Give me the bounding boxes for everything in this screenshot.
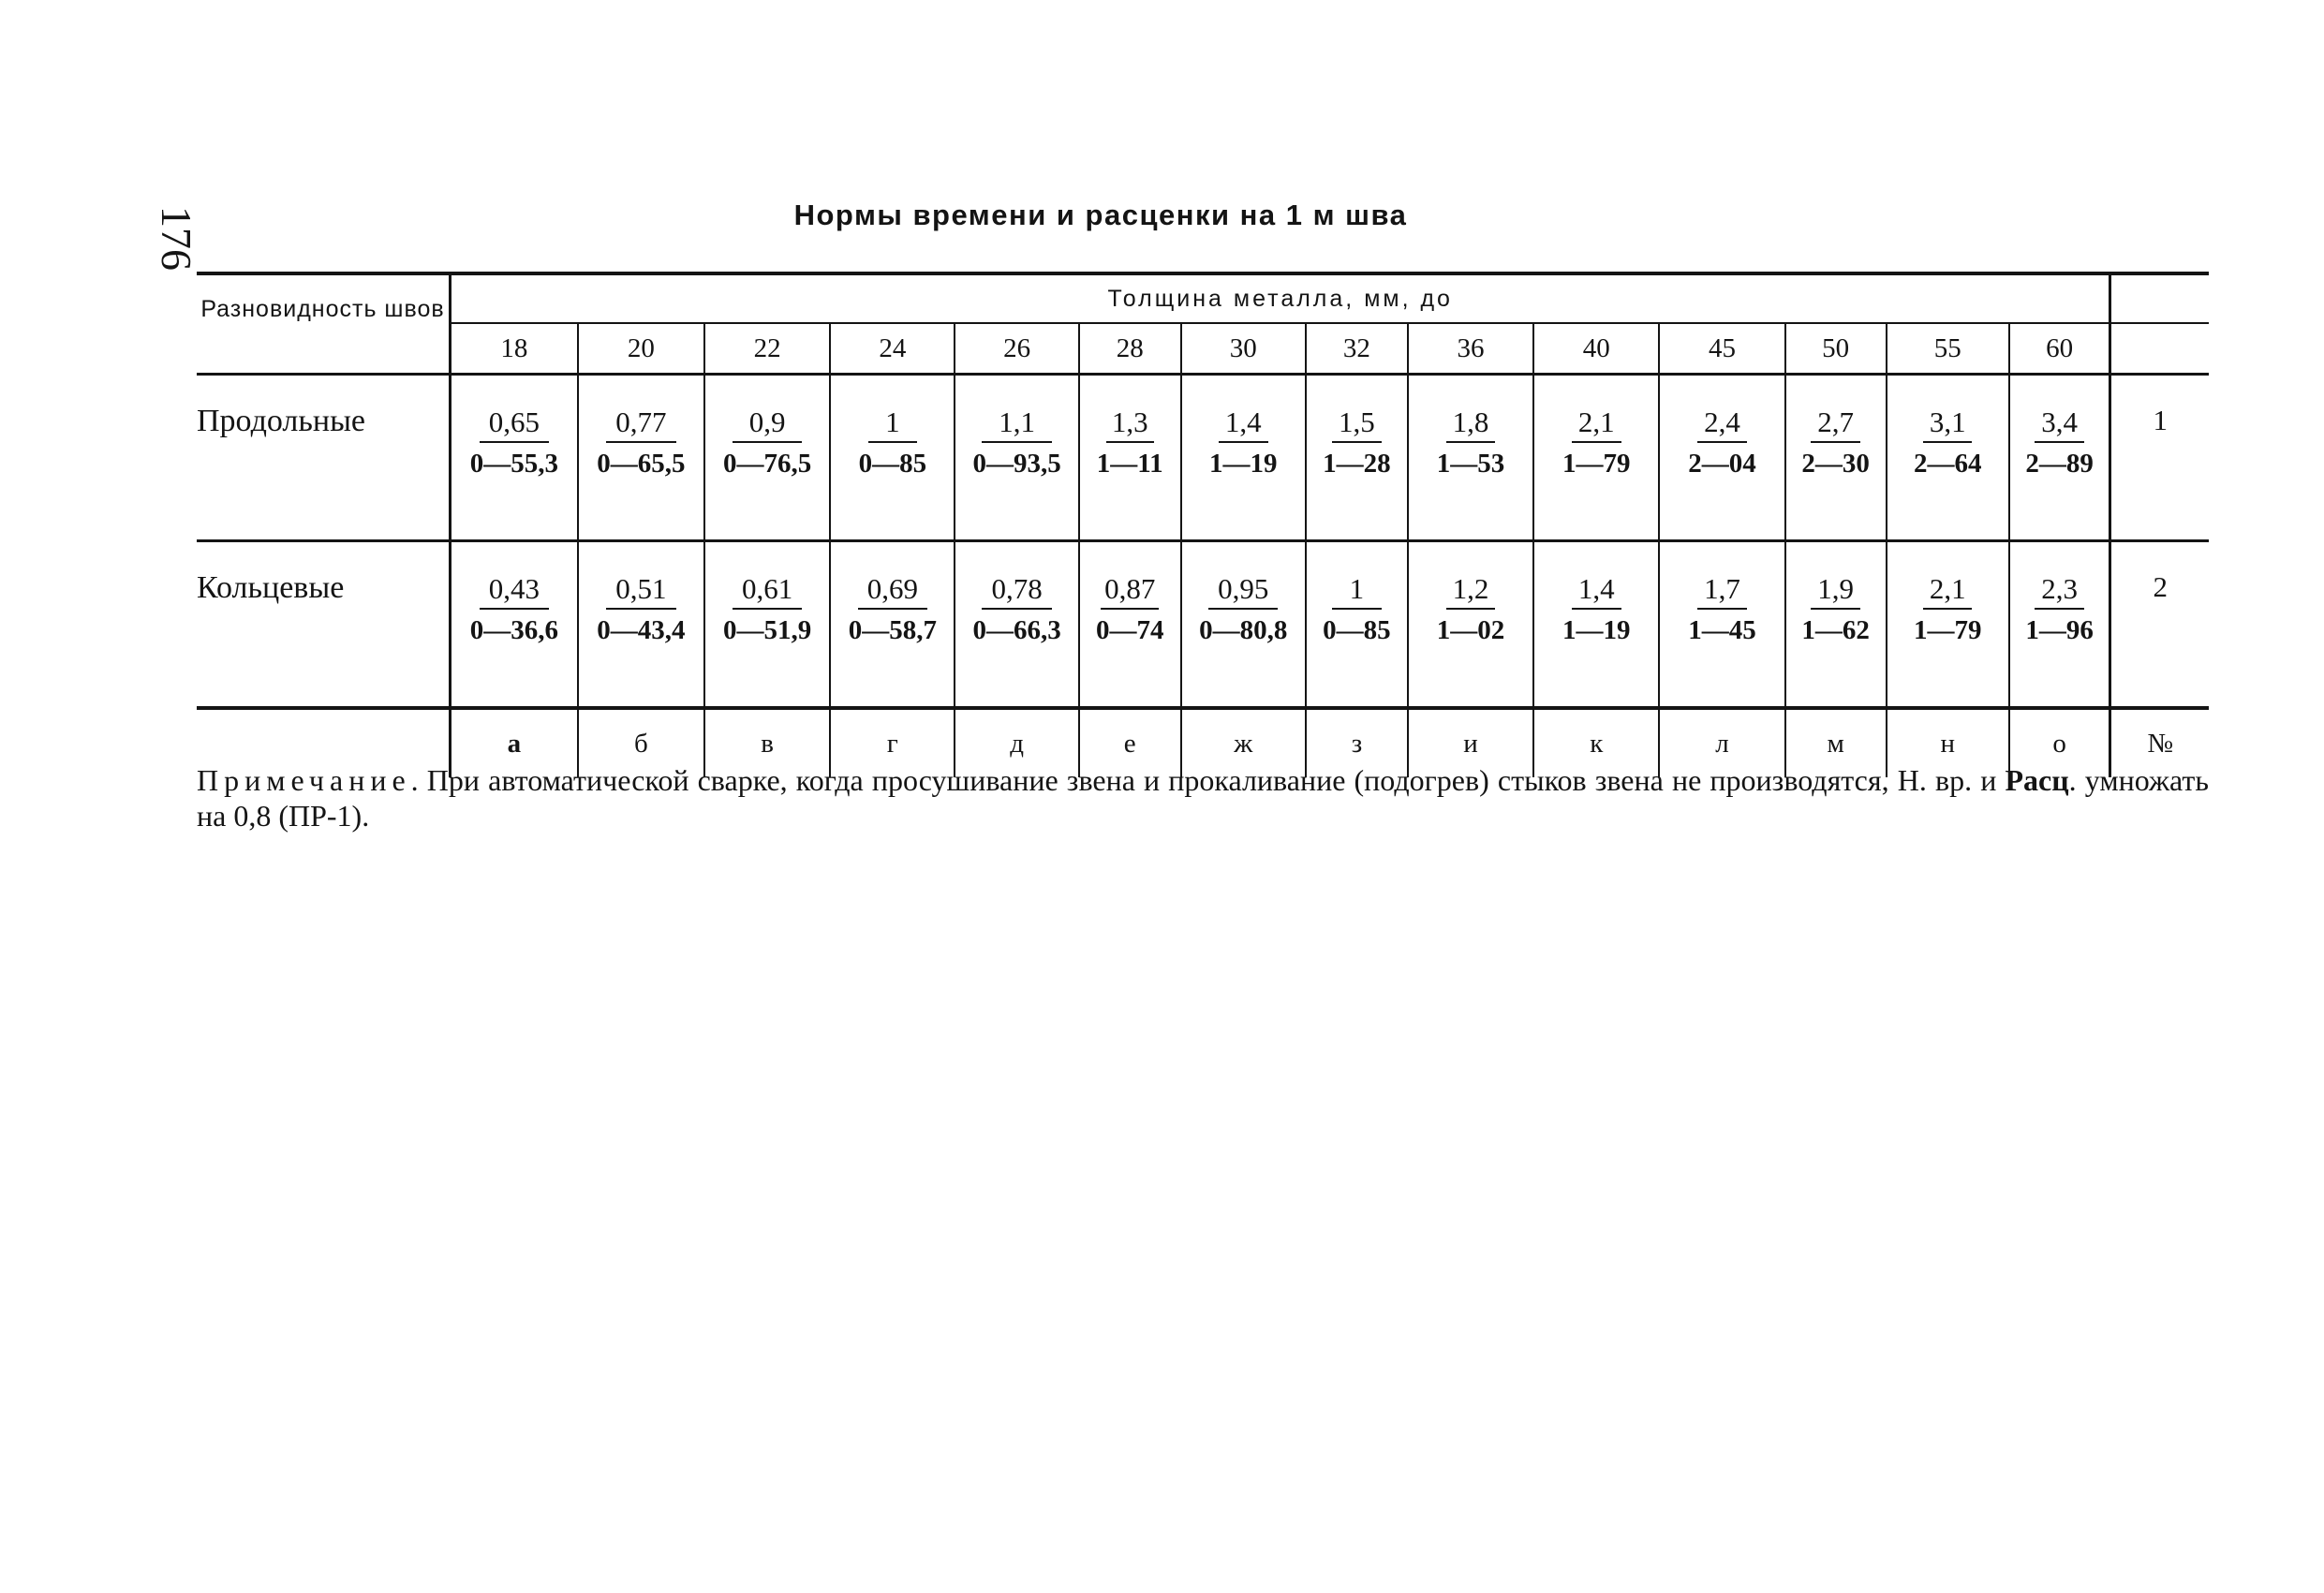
rate: 2—64 [1913, 449, 1982, 479]
norm-cell [1306, 375, 1408, 541]
note-paragraph [197, 762, 2209, 833]
norm-cell [1887, 541, 2009, 709]
rate: 1—79 [1562, 449, 1631, 479]
column-letter: д [955, 708, 1078, 777]
time-norm: 1 [868, 404, 918, 443]
note-text-1: . При автоматической сварке, когда просушивание звена и прокаливание (подогрев) стыков звена не производятся, Н. вр. и [410, 763, 2006, 797]
row-number: 2 [2110, 541, 2209, 709]
column-letter: а [451, 708, 578, 777]
time-norm: 0,61 [733, 570, 802, 610]
time-norm: 0,87 [1101, 570, 1159, 610]
time-norm: 0,95 [1208, 570, 1278, 610]
norm-cell [704, 375, 830, 541]
rate: 1—53 [1436, 449, 1505, 479]
norm-cell [1181, 375, 1306, 541]
thickness-col: 26 [955, 323, 1078, 375]
norm-cell [1408, 541, 1533, 709]
rate: 1—19 [1209, 449, 1278, 479]
time-norm: 1,1 [982, 404, 1051, 443]
time-norm: 3,4 [2035, 404, 2084, 443]
note-bold-word: Расц [2005, 763, 2069, 797]
time-norm: 1,5 [1332, 404, 1382, 443]
thickness-col: 40 [1533, 323, 1659, 375]
note-text-2: . умножать на 0,8 (ПР-1). [197, 763, 2210, 833]
rate: 1—19 [1562, 615, 1631, 645]
time-norm: 1 [1332, 570, 1382, 610]
rate: 0—58,7 [848, 615, 937, 645]
column-letter: к [1533, 708, 1659, 777]
norm-cell [1079, 541, 1181, 709]
time-norm: 0,43 [480, 570, 549, 610]
kind-header: Разновидность швов [197, 273, 451, 375]
rate: 0—74 [1095, 615, 1164, 645]
norm-cell [1533, 541, 1659, 709]
norm-cell [1306, 541, 1408, 709]
note-prefix: Примечание [197, 763, 411, 797]
norm-cell [1785, 375, 1887, 541]
time-norm: 1,4 [1572, 570, 1621, 610]
time-norm: 0,51 [606, 570, 675, 610]
norm-cell [1533, 375, 1659, 541]
column-letter: г [830, 708, 955, 777]
norm-cell [578, 541, 704, 709]
time-norm: 1,3 [1106, 404, 1154, 443]
norm-cell [1181, 541, 1306, 709]
norm-cell [1659, 541, 1784, 709]
column-letter: в [704, 708, 830, 777]
number-header-top [2110, 273, 2209, 323]
time-norm: 1,2 [1446, 570, 1496, 610]
time-norm: 1,8 [1446, 404, 1496, 443]
time-norm: 2,1 [1572, 404, 1621, 443]
column-letter: б [578, 708, 704, 777]
time-norm: 2,1 [1923, 570, 1973, 610]
time-norm: 3,1 [1923, 404, 1973, 443]
thickness-col: 60 [2009, 323, 2110, 375]
norm-cell [1887, 375, 2009, 541]
row-label: Продольные [197, 375, 451, 541]
time-norm: 2,3 [2035, 570, 2084, 610]
thickness-col: 20 [578, 323, 704, 375]
time-norm: 0,65 [480, 404, 549, 443]
column-letter: о [2009, 708, 2110, 777]
thickness-col: 24 [830, 323, 955, 375]
norms-table [197, 272, 2209, 777]
thickness-col: 28 [1079, 323, 1181, 375]
time-norm: 1,4 [1219, 404, 1268, 443]
norm-cell [1785, 541, 1887, 709]
page-title: Нормы времени и расценки на 1 м шва [793, 199, 1408, 231]
rate: 1—45 [1688, 615, 1756, 645]
column-letter: и [1408, 708, 1533, 777]
rate: 1—28 [1323, 449, 1391, 479]
norm-cell [955, 375, 1078, 541]
column-letter: н [1887, 708, 2009, 777]
time-norm: 0,77 [606, 404, 675, 443]
rate: 2—30 [1801, 449, 1870, 479]
thickness-columns-row [197, 323, 2209, 375]
table-row [197, 541, 2209, 709]
thickness-col: 18 [451, 323, 578, 375]
row-label: Кольцевые [197, 541, 451, 709]
norm-cell [955, 541, 1078, 709]
rate: 0—36,6 [469, 615, 558, 645]
rate: 1—62 [1801, 615, 1870, 645]
rate: 0—85 [1323, 615, 1391, 645]
rate: 1—11 [1096, 449, 1163, 479]
column-letter: з [1306, 708, 1408, 777]
thickness-col: 30 [1181, 323, 1306, 375]
column-letter: ж [1181, 708, 1306, 777]
page-number: 176 [153, 206, 200, 271]
time-norm: 2,7 [1811, 404, 1860, 443]
rate: 2—89 [2025, 449, 2094, 479]
time-norm: 1,9 [1811, 570, 1860, 610]
norm-cell [1079, 375, 1181, 541]
rate: 1—79 [1913, 615, 1982, 645]
norm-cell [2009, 541, 2110, 709]
norm-cell [704, 541, 830, 709]
thickness-col: 36 [1408, 323, 1533, 375]
time-norm: 2,4 [1697, 404, 1747, 443]
rate: 0—80,8 [1199, 615, 1288, 645]
rate: 1—96 [2025, 615, 2094, 645]
column-letter: м [1785, 708, 1887, 777]
row-number: 1 [2110, 375, 2209, 541]
norm-cell [1408, 375, 1533, 541]
norm-cell [2009, 375, 2110, 541]
thickness-header: Толщина металла, мм, до [451, 273, 2110, 323]
rate: 0—66,3 [972, 615, 1061, 645]
rate: 0—65,5 [597, 449, 686, 479]
table-row [197, 375, 2209, 541]
norm-cell [451, 375, 578, 541]
norm-cell [578, 375, 704, 541]
norm-cell [1659, 375, 1784, 541]
thickness-col: 50 [1785, 323, 1887, 375]
time-norm: 0,69 [858, 570, 927, 610]
time-norm: 0,78 [982, 570, 1051, 610]
rate: 2—04 [1688, 449, 1756, 479]
thickness-col: 32 [1306, 323, 1408, 375]
rate: 0—55,3 [469, 449, 558, 479]
rate: 0—85 [858, 449, 927, 479]
rate: 0—93,5 [972, 449, 1061, 479]
number-header-bottom [2110, 323, 2209, 375]
time-norm: 1,7 [1697, 570, 1747, 610]
norm-cell [451, 541, 578, 709]
rate: 0—76,5 [722, 449, 812, 479]
thickness-col: 55 [1887, 323, 2009, 375]
column-letter: л [1659, 708, 1784, 777]
norm-cell [830, 541, 955, 709]
column-letter: е [1079, 708, 1181, 777]
thickness-col: 45 [1659, 323, 1784, 375]
rate: 0—43,4 [597, 615, 686, 645]
rate: 1—02 [1436, 615, 1505, 645]
thickness-col: 22 [704, 323, 830, 375]
time-norm: 0,9 [733, 404, 802, 443]
norm-cell [830, 375, 955, 541]
rate: 0—51,9 [722, 615, 812, 645]
number-sign: № [2110, 708, 2209, 777]
